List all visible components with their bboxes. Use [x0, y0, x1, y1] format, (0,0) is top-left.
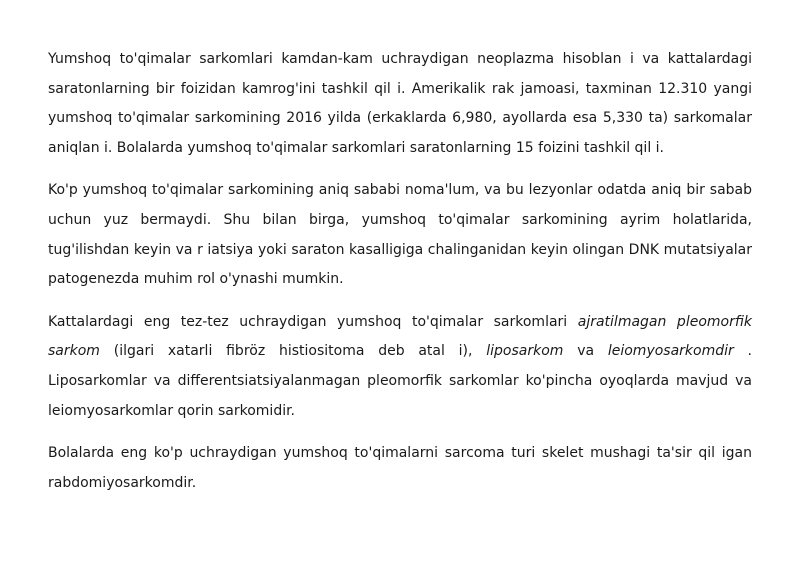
italic-term: ajratilmagan pleomorfik sarkom	[48, 313, 752, 360]
italic-term: leiomyosarkomdir	[607, 343, 734, 360]
italic-term: liposarkom	[486, 343, 564, 360]
paragraph-incidence	[48, 45, 752, 163]
paragraph-text: Bolalarda eng ko'p uchraydigan yumshoq to'qimalarni sarcoma turi skelet mushagi ta'sir qil igan rabdomiyosarkomdir.	[48, 445, 752, 491]
paragraph-text: Ko'p yumshoq to'qimalar sarkomining aniq sababi noma'lum, va bu lezyonlar odatda aniq bir sabab uchun yuz bermaydi. Shu bilan birga, yumshoq to'qimalar sarkomining ayrim holatlarida, tug'ilishdan keyin va r iatsiya yoki saraton kasalligiga chalinganidan keyin olingan DNK mutatsiyalar patogenezda muhim rol o'ynashi mumkin.	[48, 182, 752, 288]
paragraph-causes	[48, 176, 752, 294]
paragraph-text: . Liposarkomlar va differentsiatsiyalanmagan pleomorfik sarkomlar ko'pincha oyoqlarda mavjud va leiomyosarkomlar qorin sarkomidir.	[48, 343, 752, 419]
paragraph-text: Yumshoq to'qimalar sarkomlari kamdan-kam uchraydigan neoplazma hisoblan i va kattalardagi saratonlarning bir foizidan kamrog'ini tashkil qil i. Amerikalik rak jamoasi, taxminan 12.310 yangi yumshoq to'qimalar sarkomining 2016 yilda (erkaklarda 6,980, ayollarda esa 5,330 ta) sarkomalar aniqlan i. Bolalarda yumshoq to'qimalar sarkomlari saratonlarning 15 foizini tashkil qil i.	[48, 51, 752, 156]
paragraph-adult-types	[48, 308, 752, 426]
paragraph-children	[48, 439, 752, 498]
paragraph-text: va	[563, 343, 608, 360]
paragraph-text: Kattalardagi eng tez-tez uchraydigan yumshoq to'qimalar sarkomlari	[48, 313, 578, 330]
paragraph-text: (ilgari xatarli fibröz histiositoma deb atal i),	[99, 343, 487, 360]
